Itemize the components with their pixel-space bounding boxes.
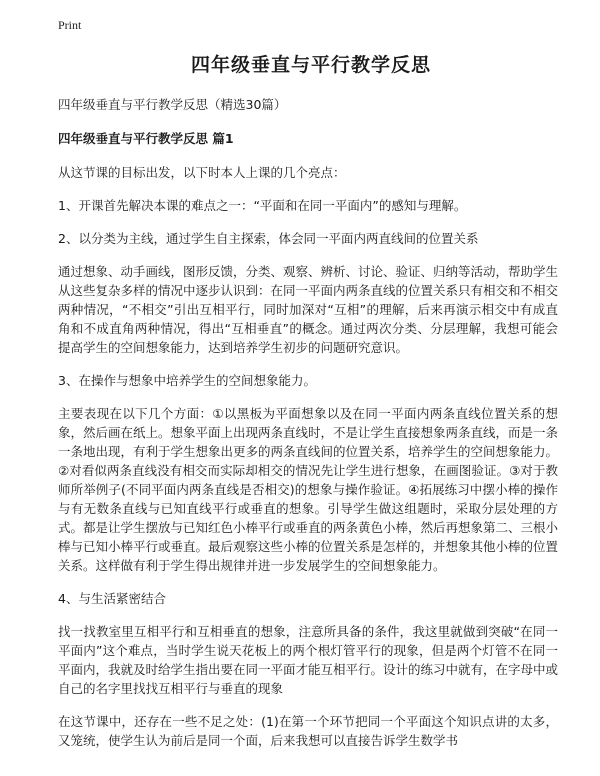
document-subtitle: 四年级垂直与平行教学反思（精选30篇）: [58, 97, 287, 112]
paragraph: 主要表现在以下几个方面：①以黑板为平面想象以及在同一平面内两条直线位置关系的想象，然后画在纸上。想象平面上出现两条直线时，不是让学生直接想象两条直线，而是一条一条地出现，有利于学生想象出更多的两条直线间的位置关系，培养学生的空间想象能力。②对看似两条直线没有相交而实际却相交的情况先让学生进行想象，在画图验证。③对于教师所举例子(不同平面内两条直线是否相交)的想象与操作验证。④拓展练习中摆小棒的操作与有无数条直线与已知直线平行或垂直的想象。引导学生做这组题时，采取分层处理的方式。都是让学生摆放与已知红色小棒平行或垂直的两条黄色小棒，然后再想象第二、三根小棒与已知小棒平行或垂直。最后观察这些小棒的位置关系是怎样的，并想象其他小棒的位置关系。这样做有利于学生得出规律并进一步发展学生的空间想象能力。: [58, 406, 559, 573]
paragraph: 2、以分类为主线，通过学生自主探索，体会同一平面内两直线间的位置关系: [58, 231, 479, 246]
document-body: [58, 50, 558, 764]
paragraph: 从这节课的目标出发，以下时本人上课的几个亮点：: [58, 165, 346, 180]
paragraph: 找一找教室里互相平行和互相垂直的想象，注意所具备的条件，我这里就做到突破“在同一平面内”这个难点，当时学生说天花板上的两个根灯管平行的现象，但是两个灯管不在同一平面内，我就及时给学生指出要在同一平面才能互相平行。设计的练习中就有，在字母中或自己的名字里找找互相平行与垂直的现象: [58, 624, 559, 696]
page-title: 四年级垂直与平行教学反思: [190, 54, 431, 76]
paragraph: 通过想象、动手画线，图形反馈，分类、观察、辨析、讨论、验证、归纳等活动，帮助学生从这些复杂多样的情况中逐步认识到：在同一平面内两条直线的位置关系只有相交和不相交两种情况，“不相交”引出互相平行，同时加深对“互相”的理解，后来再演示相交中有成直角和不成直角两种情况，得出“互相垂直”的概念。通过两次分类、分层理解，我想可能会提高学生的空间想象能力，达到培养学生初步的问题研究意识。: [58, 264, 559, 355]
paragraph: 1、开课首先解决本课的难点之一：“平面和在同一平面内”的感知与理解。: [58, 198, 467, 213]
print-label[interactable]: Print: [58, 18, 82, 32]
section-heading: 四年级垂直与平行教学反思 篇1: [58, 131, 234, 146]
paragraph: 在这节课中，还存在一些不足之处：(1)在第一个环节把同一个平面这个知识点讲的太多，又笼统，使学生认为前后是同一个面，后来我想可以直接告诉学生数学书: [58, 714, 558, 748]
paragraph: 3、在操作与想象中培养学生的空间想象能力。: [58, 373, 316, 388]
paragraph: 4、与生活紧密结合: [58, 591, 166, 606]
